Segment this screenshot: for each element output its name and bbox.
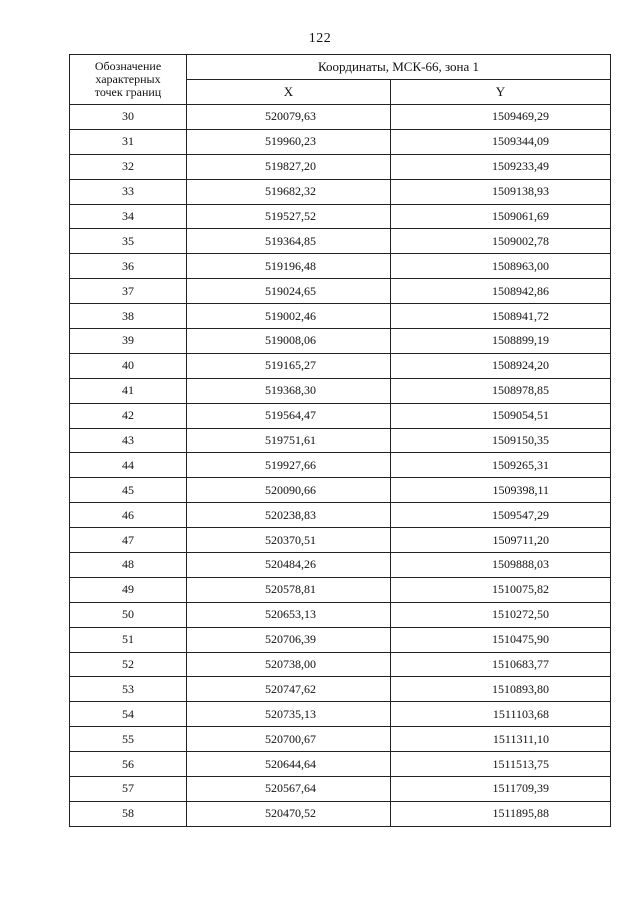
table-row <box>70 478 611 503</box>
table-row <box>70 652 611 677</box>
x-cell: 520644,64 <box>187 752 391 777</box>
header-point-line: характерных <box>95 72 161 86</box>
x-cell: 519751,61 <box>187 428 391 453</box>
x-cell: 519682,32 <box>187 179 391 204</box>
y-cell: 1511709,39 <box>391 777 611 802</box>
table-row <box>70 204 611 229</box>
x-cell: 519368,30 <box>187 378 391 403</box>
header-point-line: точек границ <box>94 85 162 99</box>
x-cell: 519564,47 <box>187 403 391 428</box>
table-row <box>70 727 611 752</box>
point-cell: 36 <box>70 254 187 279</box>
y-cell: 1509888,03 <box>391 553 611 578</box>
x-cell: 520238,83 <box>187 503 391 528</box>
table-row <box>70 553 611 578</box>
y-cell: 1511311,10 <box>391 727 611 752</box>
point-cell: 42 <box>70 403 187 428</box>
table-row <box>70 154 611 179</box>
table-row <box>70 752 611 777</box>
y-cell: 1511895,88 <box>391 801 611 826</box>
table-row <box>70 105 611 130</box>
y-cell: 1508942,86 <box>391 279 611 304</box>
point-cell: 56 <box>70 752 187 777</box>
y-cell: 1509150,35 <box>391 428 611 453</box>
table-row <box>70 304 611 329</box>
y-cell: 1510272,50 <box>391 602 611 627</box>
table-row <box>70 279 611 304</box>
x-cell: 519165,27 <box>187 353 391 378</box>
point-cell: 47 <box>70 528 187 553</box>
table-row <box>70 428 611 453</box>
point-cell: 41 <box>70 378 187 403</box>
y-cell: 1509233,49 <box>391 154 611 179</box>
header-x: X <box>187 80 391 105</box>
table-body <box>70 105 611 827</box>
x-cell: 520578,81 <box>187 577 391 602</box>
table-row <box>70 503 611 528</box>
y-cell: 1508924,20 <box>391 353 611 378</box>
point-cell: 45 <box>70 478 187 503</box>
header-point-line: Обозначение <box>94 59 162 73</box>
x-cell: 519002,46 <box>187 304 391 329</box>
point-cell: 54 <box>70 702 187 727</box>
x-cell: 519960,23 <box>187 129 391 154</box>
point-cell: 46 <box>70 503 187 528</box>
y-cell: 1509138,93 <box>391 179 611 204</box>
header-y: Y <box>391 80 611 105</box>
y-cell: 1510075,82 <box>391 577 611 602</box>
point-cell: 51 <box>70 627 187 652</box>
y-cell: 1509711,20 <box>391 528 611 553</box>
y-cell: 1510893,80 <box>391 677 611 702</box>
point-cell: 35 <box>70 229 187 254</box>
y-cell: 1509002,78 <box>391 229 611 254</box>
point-cell: 53 <box>70 677 187 702</box>
point-cell: 48 <box>70 553 187 578</box>
table-row <box>70 528 611 553</box>
x-cell: 520090,66 <box>187 478 391 503</box>
point-cell: 39 <box>70 329 187 354</box>
x-cell: 519927,66 <box>187 453 391 478</box>
y-cell: 1509265,31 <box>391 453 611 478</box>
y-cell: 1509547,29 <box>391 503 611 528</box>
x-cell: 520370,51 <box>187 528 391 553</box>
y-cell: 1511103,68 <box>391 702 611 727</box>
table-row <box>70 627 611 652</box>
y-cell: 1509061,69 <box>391 204 611 229</box>
table-row <box>70 702 611 727</box>
table-row <box>70 179 611 204</box>
x-cell: 519008,06 <box>187 329 391 354</box>
y-cell: 1510683,77 <box>391 652 611 677</box>
header-coordinates-title: Координаты, МСК-66, зона 1 <box>187 55 611 80</box>
x-cell: 520567,64 <box>187 777 391 802</box>
x-cell: 519024,65 <box>187 279 391 304</box>
x-cell: 520079,63 <box>187 105 391 130</box>
page-number: 122 <box>308 31 332 46</box>
x-cell: 520706,39 <box>187 627 391 652</box>
point-cell: 38 <box>70 304 187 329</box>
y-cell: 1508963,00 <box>391 254 611 279</box>
y-cell: 1509398,11 <box>391 478 611 503</box>
x-cell: 520700,67 <box>187 727 391 752</box>
table-row <box>70 254 611 279</box>
table-row <box>70 801 611 826</box>
point-cell: 49 <box>70 577 187 602</box>
y-cell: 1511513,75 <box>391 752 611 777</box>
y-cell: 1508899,19 <box>391 329 611 354</box>
table-row <box>70 353 611 378</box>
x-cell: 520484,26 <box>187 553 391 578</box>
point-cell: 37 <box>70 279 187 304</box>
y-cell: 1508978,85 <box>391 378 611 403</box>
table-row <box>70 129 611 154</box>
x-cell: 520470,52 <box>187 801 391 826</box>
point-cell: 44 <box>70 453 187 478</box>
x-cell: 519364,85 <box>187 229 391 254</box>
table-row <box>70 229 611 254</box>
point-cell: 34 <box>70 204 187 229</box>
y-cell: 1509469,29 <box>391 105 611 130</box>
table-row <box>70 602 611 627</box>
coordinates-table <box>69 54 611 827</box>
point-cell: 40 <box>70 353 187 378</box>
x-cell: 520738,00 <box>187 652 391 677</box>
x-cell: 519827,20 <box>187 154 391 179</box>
point-cell: 57 <box>70 777 187 802</box>
x-cell: 520735,13 <box>187 702 391 727</box>
y-cell: 1509344,09 <box>391 129 611 154</box>
x-cell: 520653,13 <box>187 602 391 627</box>
point-cell: 30 <box>70 105 187 130</box>
point-cell: 52 <box>70 652 187 677</box>
point-cell: 55 <box>70 727 187 752</box>
point-cell: 43 <box>70 428 187 453</box>
header-point-designation <box>70 55 187 105</box>
table-row <box>70 677 611 702</box>
table-row <box>70 378 611 403</box>
y-cell: 1508941,72 <box>391 304 611 329</box>
x-cell: 519527,52 <box>187 204 391 229</box>
point-cell: 31 <box>70 129 187 154</box>
table-row <box>70 403 611 428</box>
y-cell: 1510475,90 <box>391 627 611 652</box>
y-cell: 1509054,51 <box>391 403 611 428</box>
table-row <box>70 453 611 478</box>
table-row <box>70 577 611 602</box>
table-row <box>70 777 611 802</box>
table-row <box>70 329 611 354</box>
point-cell: 50 <box>70 602 187 627</box>
point-cell: 33 <box>70 179 187 204</box>
x-cell: 520747,62 <box>187 677 391 702</box>
point-cell: 58 <box>70 801 187 826</box>
point-cell: 32 <box>70 154 187 179</box>
x-cell: 519196,48 <box>187 254 391 279</box>
